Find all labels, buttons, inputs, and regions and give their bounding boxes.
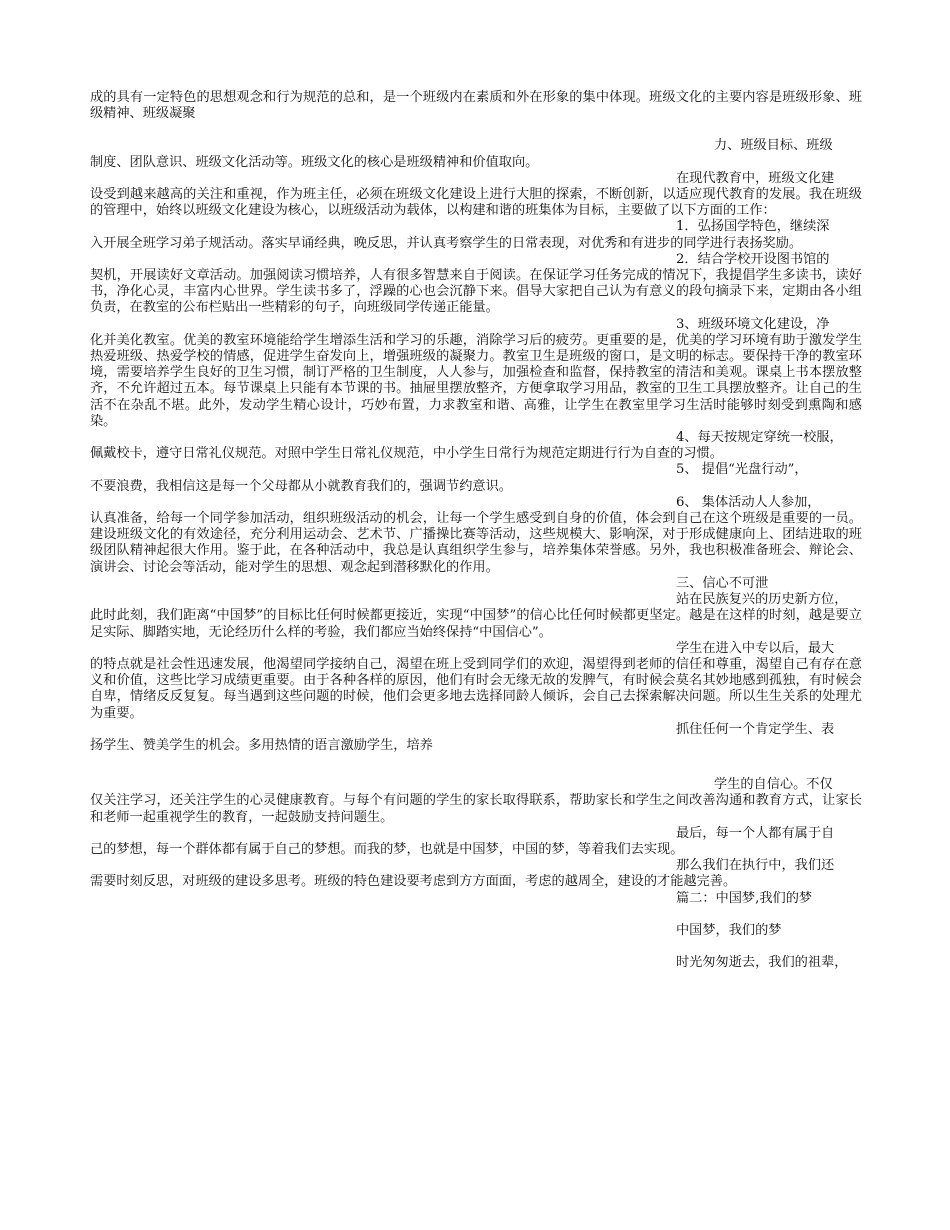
paragraph: 仅关注学习，还关注学生的心灵健康教育。与每个有问题的学生的家长取得联系，帮助家长和学生之间改善沟通和教育方式，让家长和老师一起重视学生的教育，一起鼓励支持问题生。 bbox=[90, 793, 862, 825]
list-item-body-6: 认真准备，给每一个同学参加活动，组织班级活动的机会，让每一个学生感受到自身的价值，体会到自己在这个班级是重要的一员。建设班级文化的有效途径，充分利用运动会、艺术节、广播操比赛等活动，这些规模大、影响深，对于形成健康向上、团结进取的班级团队精神起很大作用。鉴于此，在各种活动中，我总是认真组织学生参与，培养集体荣誉感。另外，我也积极准备班会、辩论会、演讲会、讨论会等活动，能对学生的思想、观念起到潜移默化的作用。 bbox=[90, 511, 862, 575]
list-item-lead-3: 3、班级环境文化建设，净 bbox=[676, 316, 830, 332]
paragraph: 此时此刻，我们距离“中国梦”的目标比任何时候都更接近，实现“中国梦”的信心比任何时候都更坚定。越是在这样的时刻，越是要立足实际、脚踏实地，无论经历什么样的考验，我们都应当始终保持“中国信心”。 bbox=[90, 608, 862, 640]
paragraph: 设受到越来越高的关注和重视，作为班主任，必须在班级文化建设上进行大胆的探索，不断创新，以适应现代教育的发展。我在班级的管理中，始终以班级文化建设为核心，以班级活动为载体，以构建和谐的班集体为目标，主要做了以下方面的工作： bbox=[90, 187, 862, 219]
paragraph-lead: 站在民族复兴的历史新方位， bbox=[676, 592, 848, 608]
list-item-body-5: 不要浪费，我相信这是每一个父母都从小就教育我们的，强调节约意识。 bbox=[90, 478, 512, 494]
document-body bbox=[90, 90, 862, 971]
paragraph: 成的具有一定特色的思想观念和行为规范的总和，是一个班级内在素质和外在形象的集中体现。班级文化的主要内容是班级形象、班级精神、班级凝聚 bbox=[90, 90, 862, 122]
list-item-body-2: 契机，开展读好文章活动。加强阅读习惯培养，人有很多智慧来自于阅读。在保证学习任务完成的情况下，我提倡学生多读书，读好书，净化心灵，丰富内心世界。学生读书多了，浮躁的心也会沉静下来。倡导大家把自己认为有意义的段句摘录下来，定期由各小组负责，在教室的公布栏贴出一些精彩的句子，向班级同学传递正能量。 bbox=[90, 268, 862, 316]
paragraph-lead: 抓住任何一个肯定学生、表 bbox=[676, 721, 835, 737]
list-item-body-4: 佩戴校卡，遵守日常礼仪规范。对照中学生日常礼仪规范，中小学生日常行为规范定期进行行为自查的习惯。 bbox=[90, 446, 723, 462]
list-item-lead-6: 6、 集体活动人人参加， bbox=[676, 494, 821, 510]
paragraph: 扬学生、赞美学生的机会。多用热情的语言激励学生，培养 bbox=[90, 737, 433, 753]
paragraph-lead: 那么我们在执行中，我们还 bbox=[676, 858, 835, 874]
paragraph-lead: 学生在进入中专以后，最大 bbox=[676, 640, 835, 656]
list-item-body-1: 入开展全班学习弟子规活动。落实早诵经典，晚反思，并认真考察学生的日常表现，对优秀和有进步的同学进行表扬奖励。 bbox=[90, 235, 803, 251]
paragraph: 的特点就是社会性迅速发展，他渴望同学接纳自己，渴望在班上受到同学们的欢迎，渴望得到老师的信任和尊重，渴望自己有存在意义和价值，这些比学习成绩更重要。由于各种各样的原因，他们有时会无缘无故的发脾气，有时候会莫名其妙地感到孤独，有时候会自卑，情绪反反复复。每当遇到这些问题的时候，他们会更多地去选择同龄人倾诉，会自己去探索解决问题。所以生生关系的处理尤为重要。 bbox=[90, 656, 862, 721]
article-heading: 篇二：中国梦,我们的梦 bbox=[676, 890, 813, 906]
article-title: 中国梦，我们的梦 bbox=[676, 922, 782, 938]
list-item-body-3: 化并美化教室。优美的教室环境能给学生增添生活和学习的乐趣，消除学习后的疲劳。更重要的是，优美的学习环境有助于激发学生热爱班级、热爱学校的情感，促进学生奋发向上，增强班级的凝聚力。教室卫生是班级的窗口，是文明的标志。要保持干净的教室环境，需要培养学生良好的卫生习惯，制订严格的卫生制度，人人参与，加强检查和监督，保持教室的清洁和美观。课桌上书本摆放整齐，不允许超过五本。每节课桌上只能有本节课的书。抽屉里摆放整齐，方便拿取学习用品，教室的卫生工具摆放整齐。让自己的生活不在杂乱不堪。此外，发动学生精心设计，巧妙布置，力求教室和谐、高雅，让学生在教室里学习生活时能够时刻受到熏陶和感染。 bbox=[90, 332, 862, 429]
paragraph-continuation: 力、班级目标、班级 bbox=[714, 138, 833, 154]
paragraph-lead: 在现代教育中，班级文化建 bbox=[676, 170, 835, 186]
list-item-lead-1: 1．弘扬国学特色，继续深 bbox=[676, 219, 830, 235]
paragraph-continuation: 学生的自信心。不仅 bbox=[714, 777, 833, 793]
list-item-lead-2: 2．结合学校开设图书馆的 bbox=[676, 251, 830, 267]
paragraph: 制度、团队意识、班级文化活动等。班级文化的核心是班级精神和价值取向。 bbox=[90, 154, 539, 170]
paragraph-lead: 最后，每一个人都有属于自 bbox=[676, 825, 835, 841]
list-item-lead-4: 4、每天按规定穿统一校服， bbox=[676, 430, 843, 446]
paragraph: 需要时刻反思，对班级的建设多思考。班级的特色建设要考虑到方方面面，考虑的越周全，建设的才能越完善。 bbox=[90, 874, 737, 890]
paragraph-lead: 时光匆匆逝去，我们的祖辈， bbox=[676, 954, 848, 970]
paragraph: 己的梦想，每一个群体都有属于自己的梦想。而我的梦，也就是中国梦，中国的梦，等着我们去实现。 bbox=[90, 841, 684, 857]
list-item-lead-5: 5、 提倡“光盘行动”， bbox=[676, 462, 808, 478]
section-heading: 三、信心不可泄 bbox=[676, 575, 769, 591]
